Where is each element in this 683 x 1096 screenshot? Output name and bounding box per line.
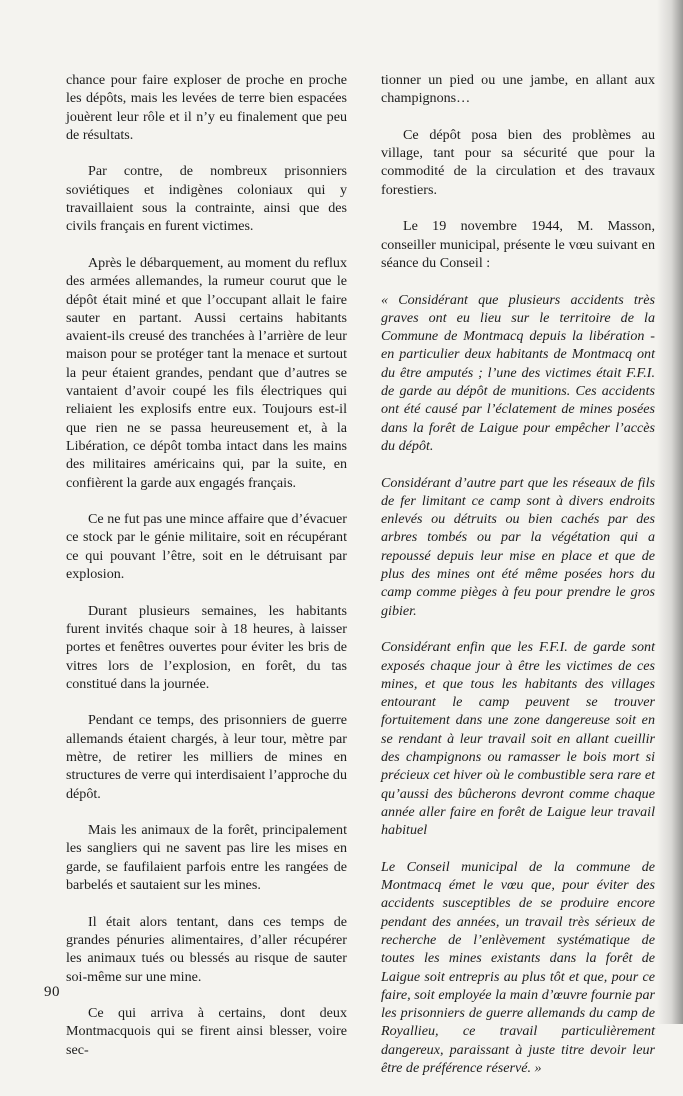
paragraph: chance pour faire exploser de proche en proche les dépôts, mais les levées de terre bien espacées jouèrent leur rôle et il n’y eu finalement que peu de résultats. [66, 72, 347, 143]
quoted-resolution-paragraph: Considérant enfin que les F.F.I. de garde sont exposés chaque jour à être les victimes de ces mines, et que tous les habitants des villages entourant le camp peuvent se trouver fortuitement dans une zone dangereuse soit en se rendant à leur travail soit en allant cueillir des champignons ou ramasser le bois mort si précieux cet hiver où le combustible sera rare et qu’aussi des bûcherons devront comme chaque année aller faire en forêt de Laigue leur travail habituel [381, 639, 655, 839]
paragraph: Ce qui arriva à certains, dont deux Montmacquois qui se firent ainsi blesser, voire sec- [66, 1005, 347, 1058]
left-text-column [66, 71, 347, 1077]
paragraph: Durant plusieurs semaines, les habitants furent invités chaque soir à 18 heures, à laisser portes et fenêtres ouvertes pour éviter les bris de vitres lors de l’explosion, en forêt, du tas constitué dans la journée. [66, 602, 347, 692]
quoted-resolution-paragraph: « Considérant que plusieurs accidents très graves ont eu lieu sur le territoire de la Commune de Montmacq depuis la libération - en particulier deux habitants de Montmacq ont du être amputés ; l’une des victimes était F.F.I. de garde au dépôt de munitions. Ces accidents ont été causé par l’éclatement de mines posées dans la forêt de Laigue pour empêcher l’accès du dépôt. [381, 291, 655, 454]
right-text-column [381, 71, 655, 1096]
quoted-resolution-paragraph: Considérant d’autre part que les réseaux de fils de fer limitant ce camp sont à divers endroits enlevés ou détruits ou bien cachés par des arbres tombés ou par la végétation qui a repoussé depuis leur mise en place et que de plus des mines ont été même posées hors du camp comme pièges à feu pour prendre le gros gibier. [381, 474, 655, 619]
paragraph: Il était alors tentant, dans ces temps de grandes pénuries alimentaires, d’aller récupérer les animaux tués ou blessés au risque de sauter soi-même sur une mine. [66, 913, 347, 985]
paragraph: Le 19 novembre 1944, M. Masson, conseiller municipal, présente le vœu suivant en séance du Conseil : [381, 218, 655, 271]
paragraph: Mais les animaux de la forêt, principalement les sangliers qui ne savent pas lire les mises en garde, se faufilaient parfois entre les rangées de barbelés et sautaient sur les mines. [66, 822, 347, 894]
book-spine-shadow [657, 0, 683, 1024]
paragraph: Pendant ce temps, des prisonniers de guerre allemands étaient chargés, à leur tour, mètre par mètre, de retirer les milliers de mines en structures de verre qui interdisaient l’approche du dépôt. [66, 712, 347, 802]
paragraph: Ce dépôt posa bien des problèmes au village, tant pour sa sécurité que pour la commodité de la circulation et des travaux forestiers. [381, 126, 655, 198]
page-number: 90 [44, 984, 60, 1000]
paragraph: Ce ne fut pas une mince affaire que d’évacuer ce stock par le génie militaire, soit en récupérant ce qui pouvant l’être, soit en le détruisant par explosion. [66, 511, 347, 583]
paragraph: tionner un pied ou une jambe, en allant aux champignons… [381, 72, 655, 107]
quoted-resolution-paragraph: Le Conseil municipal de la commune de Montmacq émet le vœu que, pour éviter des accidents susceptibles de se produire encore pendant des années, un travail très sérieux de recherche de l’enlèvement systématique de toutes les mines existants dans la forêt de Laigue soit entrepris au plus tôt et que, pour ce faire, soit employée la main d’œuvre fournie par les prisonniers de guerre allemands du camp de Royallieu, ce travail particulièrement dangereux, paraissant à juste titre devoir leur être de préférence réservé. » [381, 858, 655, 1077]
paragraph: Par contre, de nombreux prisonniers soviétiques et indigènes coloniaux qui y travaillaient sous la contrainte, ainsi que des civils français en furent victimes. [66, 163, 347, 235]
paragraph: Après le débarquement, au moment du reflux des armées allemandes, la rumeur courut que le dépôt était miné et que l’occupant allait le faire sauter en partant. Aussi certains habitants avaient-ils creusé des tranchées à l’arrière de leur maison pour se protéger tant la menace et surtout la peur étaient grandes, pendant que d’autres se vantaient d’avoir coupé les fils électriques qui reliaient les explosifs entre eux. Toujours est-il que rien ne se passa heureusement et, à la Libération, ce dépôt tomba intact dans les mains des militaires américains qui, par la suite, en confièrent la garde aux engagés français. [66, 254, 347, 491]
